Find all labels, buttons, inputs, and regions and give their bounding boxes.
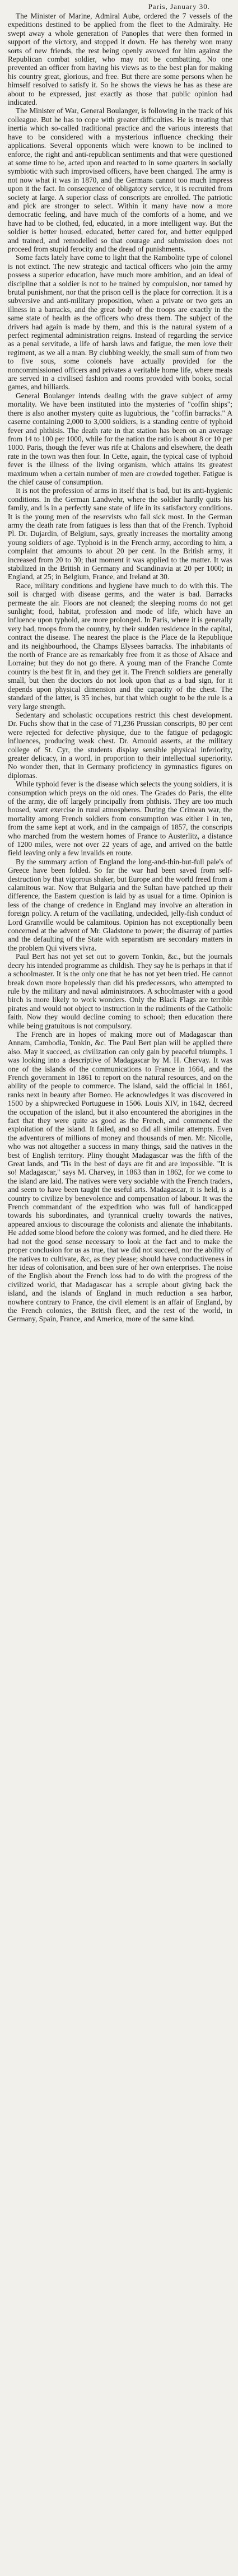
dateline: Paris, January 30. — [148, 2, 210, 11]
paragraph-typhoid-consumption: While typhoid fever is the disease which selects the young soldiers, it is consumption which preys on the old ones. The Grades do Paris, the elite of the army, die off largely principally from phthisis. They are too much housed, want exercise in rural atmospheres. During the Crimean war, the mortality among French soldiers from consumption was either 1 in ten, from the same kept at work, and in the campaign of 1857, the conscripts who marched from the western homes of France to Austerlitz, a distance of 1200 miles, were not over 22 years of age, and arrived on the battle field leaving only a few invalids en route. — [8, 780, 232, 858]
paragraph-madagascar: The French are in hopes of making more out of Madagascar than Annam, Cambodia, Tonkin, &c. The Paul Bert plan will be applied there also. May it succeed, as civilization can only gain by peaceful triumphs. I was looking into a descriptive of Madagascar by M. H. Chervay. It was one of the islands of the communications to France in 1664, and the French government in 1861 to report on the natural resources, and on the ability of the people to commerce. The island, said the official in 1861, ranks next in beauty after Borneo. He acknowledges it was discovered in 1500 by a shipwrecked Portuguese in 1506. Louis XIV, in 1642, decreed the occupation of the island, but it also encountered the aborigines in the fact that they were quite as good as the French, and commenced the exploitation of the island. It failed, and so did all similar attempts. Even the adventurers of millions of money and thousands of men. Mr. Nicolle, who was not altogether a success in many things, said the natives in the best of English territory. Pliny thought Madagascar was the fifth of the Great lands, and 'Tis in the best of days are fit and are impossible. "It is so! Madagascar," says M. Charvey, in 1863 than in 1862, for we come to the island are laid. The natives were very sociable with the French traders, and seem to have been taught the useful arts. Madagascar, it is held, is a country to civilize by benevolence and compensation of labour. It was the French commandant of the expedition who was full of handicapped towards his subordinates, and tyrannical cruelty towards the natives, appeared anxious to discourage the colonists and alienate the inhabitants. He added some blood before the colony was formed, and he died there. He had not the good sense necessary to look at the fact and to make the proper conclusion for us as true, that we did not succeed, nor the ability of the natives to cultivate, &c, as they please; should have conductiveness in her ideas of colonisation, and been sure of her own enterprises. The noise of the English about the French loss had to do with the progress of the civilized world, that Madagascar has a scruple about giving back the island, and the islands of England in much reduction a sea harbor, nowhere contrary to France, the civil element is an affair of England, by the French colonies, the British fleet, and the rest of the world, in Germany, Spain, France, and America, more of the same kind. — [8, 1030, 232, 1324]
paragraph-chest-development: Sedentary and scholastic occupations restrict this chest development. Dr. Fuchs show that in the case of 71,236 Prussian conscripts, 80 per cent were rejected for defective physique, due to the fatigue of pedagogic influences, producing weak chest. Dr. Arnould asserts, at the military college of St. Cyr, the students display sensible physical inferiority, greater delicacy, in a word, in proportion to their intellectual superiority. No wonder then, that in Germany proficiency in gymnastics figures on diplomas. — [8, 710, 232, 780]
paragraph-england-greece: By the summary action of England the long-and-thin-but-full pale's of Greece have been folded. So far the war had been saved from self-destruction by that vigorous shaker, but Europe and the world freed from a calamitous war. Now that Bulgaria and the Sultan have patched up their difference, the Eastern question is laid by as usual for a time. Opinion is less of the change of credence in England may involve an alteration in foreign policy. A return of the vacillating, undecided, jelly-fish conduct of Lord Granville would be calamitous. Opinion has not exceptionally been concerned at the advent of Mr. Gladstone to power; the disarray of parties and the defaulting of the State with separatism are secondary matters in the problem Qui vivers vivra. — [8, 857, 232, 952]
paragraph-war-minister: The Minister of War, General Boulanger, is following in the track of his colleague. But he has to cope with greater difficulties. He is treating that inertia which so-called traditional practice and the various interests that have to be considered with a mysterious influence checking their applications. Several opponents which were known to be inclined to enforce, the right and anti-republican sentiments and that were questioned at some time to be, acted upon and reacted to in some quarters in socially symbiotic with such improvised officers, have been changed. The army is not now what it was in 1870, and the Germans cannot too much impress upon it the fact. In consequence of obligatory service, it is recruited from society at large. A superior class of conscripts are enrolled. The patriotic and pick are stronger to select. Within it many have now a more democratic feeling, and have much of the comforts of a home, and we have had to be clothed, fed, educated, in a more intelligent way. But the soldier is better housed, educated, better cared for, and better equipped and trained, and remodelled so that courage and submission does not proceed from stupid ferocity and the dread of punishments. — [8, 106, 232, 253]
paragraph-colonel-type: Some facts lately have come to light that the Rambolite type of colonel is not extinct. The new strategic and tactical officers who join the army possess a superior education, have much more ambition, and an ideal of discipline that a soldier is not to be trained by compulsion, nor tamed by brutal punishment, nor that the prison cell is the place for correction. It is a subversive and anti-military proposition, when a private or two gets an illness in a barracks, and the great body of the troops are exactly in the same state of health as the officers who dress them. The subject of the drivers had again is made by them, and this is the natural system of a perfect regimental administration reigns. Instead of regarding the service as a penal servitude, a life of harsh laws and fatigue, the men love their regiment, as we all a man. By clubbing weekly, the small sum of from two to five sous, some colonels have actually provided for the noncommissioned officers and privates a veritable home life, where meals are served in a civilised fashion and rooms provided with books, social games, and billiards. — [8, 253, 232, 392]
paragraph-race-and-hygiene: Race, military conditions and hygiene have much to do with this. The soil is charged with disease germs, and the water is bad. Barracks permeate the air. Floors are not cleaned; the sleeping rooms do not get sunlight; food, habitat, profession and mode of life, which have an influence upon typhoid, are more prolonged. In Paris, where it is generally very bad, troops from the country, by their sudden residence in the capital, contract the disease. The nearest the place is the Place de la Republique and its neighbourhood, the Champs Elysees barracks. The inhabitants of the north of France are as remarkably free from it as those of Alsace and Lorraine; but they do not go there. A young man of the Franche Comte country is the best fit in, and they get it. The French soldiers are generally small, but then the doctors do not look upon that as a bad sign, for it depends upon physical dimension and the capacity of the chest. The standard of the latter, is 35 inches, but that which ought to be the rule is a very large strength. — [8, 581, 232, 711]
paragraph-marine-minister: The Minister of Marine, Admiral Aube, ordered the 7 vessels of the expeditions destined to be applied from the fleet to the Admiralty. He swept away a whole generation of Panoples that were then formed in support of the victory, and stopped it down. He has thereby won many sorts of new friends, the rest being openly avowed for him against the Republican combat soldier, who may not be combatting. No one prevented an officer from having his views as to the best plan for making his country great, glorious, and free. But there are some persons when he himself resolved to satisfy it. So he shows the views he has as these are about to be expressed, just exactly as those that public opinion had indicated. — [8, 12, 232, 107]
paragraph-paul-bert: Paul Bert has not yet set out to govern Tonkin, &c., but the journals decry his intended programme as childish. They say he is perhaps in that if a schoolmaster. It is the only one that he has not yet been tried. He cannot break down more hopelessly than did his predecessors, who attempted to rule by the military and naval administrators. A schoolmaster with a good birch is more likely to work wonders. Only the Black Flags are terrible pirates and would not object to instruction in the rudiments of the Catholic faith. Now they would decline coming to school; then education there while being gratuitous is not compulsory. — [8, 952, 232, 1030]
paragraph-army-mortality: General Boulanger intends dealing with the grave subject of army mortality. We have been instituted into the mysteries of "coffin ships"; there is also another mystery quite as lugubrious, the "coffin barracks." A caserne containing 2,000 to 3,000 soldiers, is a standing centre of typhoid fever and phthisis. The death rate in that station has been on an average from 14 to 100 per 1000, while for the nation the ratio is about 8 or 10 per 1000. Paris, though the fever was rife at Chalons and elsewhere, the death rate in the town was then four. In Cette, again, the typical case of typhoid fever is the illness of the living organism, which attains its greatest maximum when a certain number of men are crowded together. Fatigue is the chief cause of consumption. — [8, 391, 232, 486]
paragraph-profession-of-arms: It is not the profession of arms in itself that is bad, but its anti-hygienic conditions. In the German Landwehr, where the soldier hardly quits his family, and is in a perfectly sane state of life in its satisfactory conditions. It is the young men of the reservists who fall sick most. In the German army the death rate from fatigues is less than that of the French. Typhoid Pl. Dr. Dujardin, of Belgium, says, greatly increases the mortality among young soldiers of age. Typhoid is in the French army, according to him, a complaint that amounts to about 20 per cent. In the British army, it increased from 20 to 30; that moment it was applied to the matter. It was stabilized in the British in Germany and Scandinavia at 20 per 1000; in England, at 25; in Belgium, France, and Ireland at 30. — [8, 486, 232, 581]
